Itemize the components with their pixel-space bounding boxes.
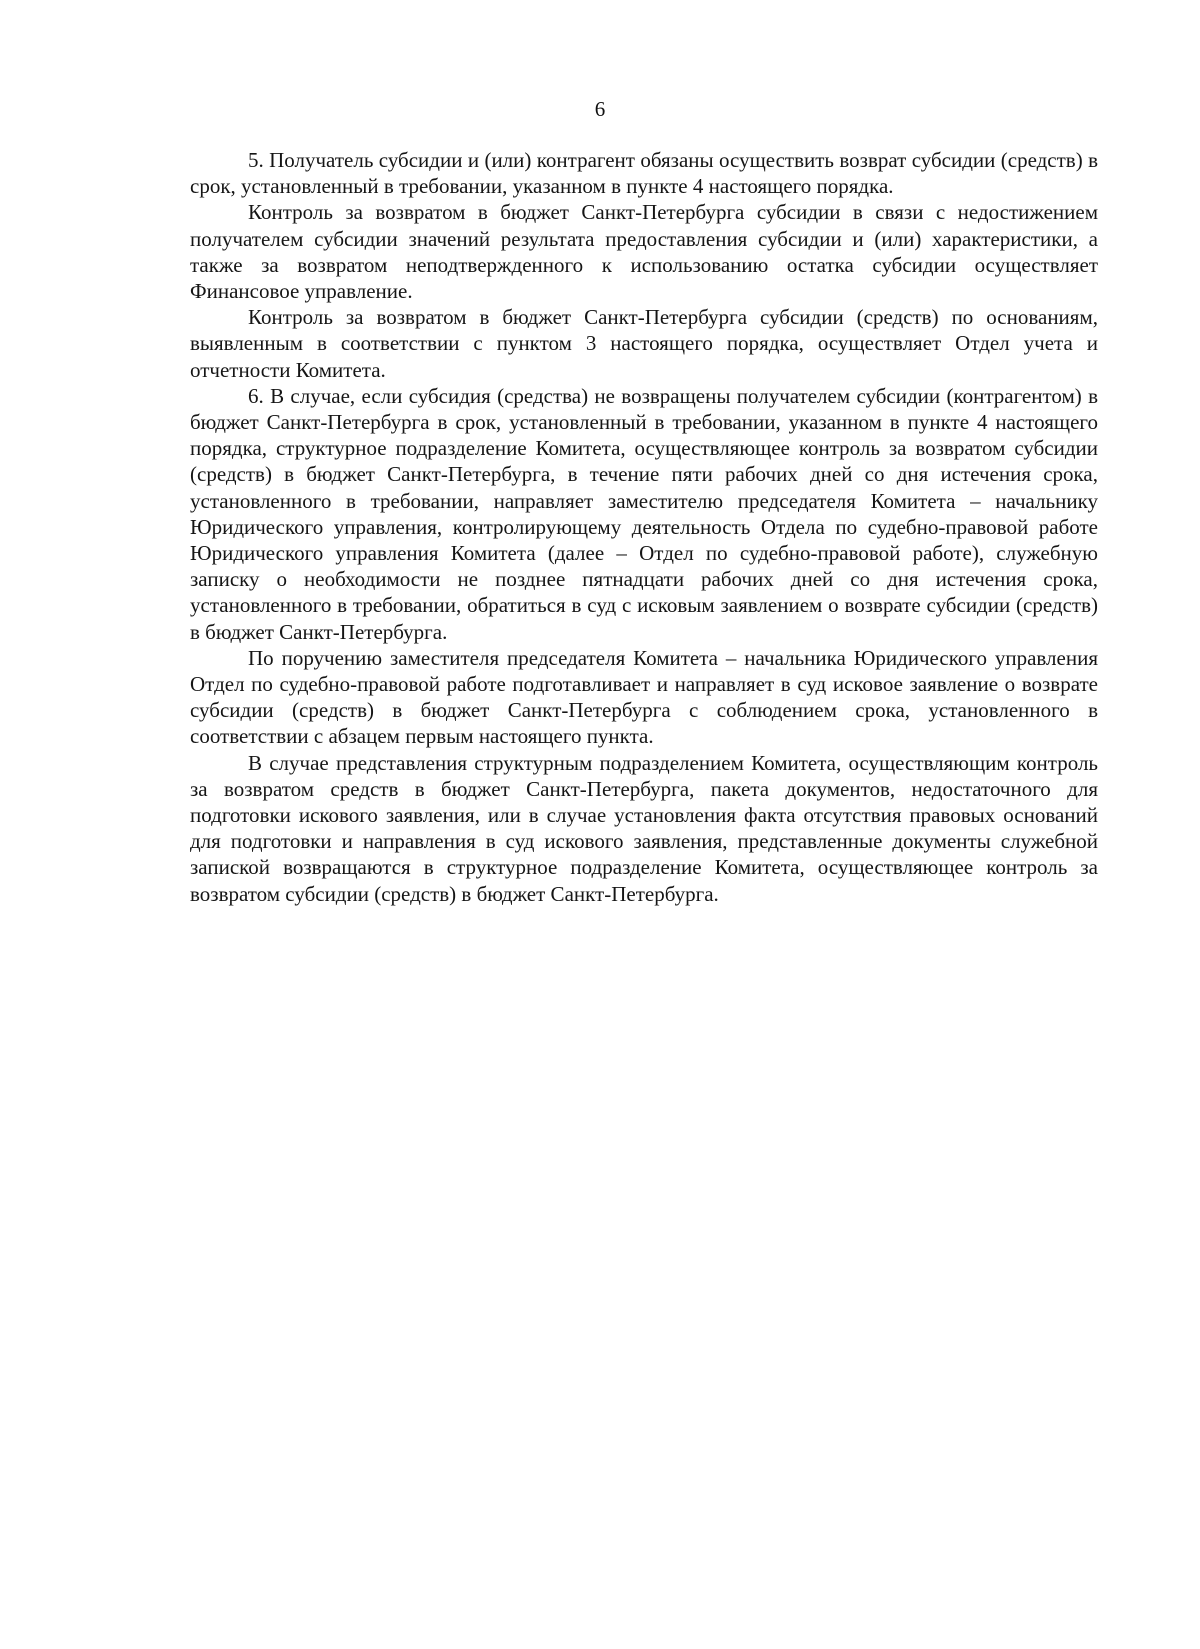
paragraph-legal-department: По поручению заместителя председателя Комитета – начальника Юридического управления Отдел по судебно-правовой работе подготавливает и направляет в суд исковое заявление о возврате субсидии (средств) в бюджет Санкт-Петербурга с соблюдением срока, установленного в соответствии с абзацем первым настоящего пункта. [190,645,1098,749]
paragraph-insufficient-documents: В случае представления структурным подразделением Комитета, осуществляющим контроль за возвратом средств в бюджет Санкт-Петербурга, пакета документов, недостаточного для подготовки искового заявления, или в случае установления факта отсутствия правовых оснований для подготовки и направления в суд искового заявления, представленные документы служебной запиской возвращаются в структурное подразделение Комитета, осуществляющее контроль за возвратом субсидии (средств) в бюджет Санкт-Петербурга. [190,750,1098,906]
paragraph-accounting-control: Контроль за возвратом в бюджет Санкт-Петербурга субсидии (средств) по основаниям, выявленным в соответствии с пунктом 3 настоящего порядка, осуществляет Отдел учета и отчетности Комитета. [190,305,1098,382]
paragraph-5-return-obligation: 5. Получатель субсидии и (или) контрагент обязаны осуществить возврат субсидии (средств) в срок, установленный в требовании, указанном в пункте 4 настоящего порядка. [190,148,1098,199]
paragraph-6-court-claim: 6. В случае, если субсидия (средства) не возвращены получателем субсидии (контрагентом) в бюджет Санкт-Петербурга в срок, установленный в требовании, указанном в пункте 4 настоящего порядка, структурное подразделение Комитета, осуществляющее контроль за возвратом субсидии (средств) в бюджет Санкт-Петербурга, в течение пяти рабочих дней со дня истечения срока, установленного в требовании, направляет заместителю председателя Комитета – начальнику Юридического управления, контролирующему деятельность Отдела по судебно-правовой работе Юридического управления Комитета (далее – Отдел по судебно-правовой работе), служебную записку о необходимости не позднее пятнадцати рабочих дней со дня истечения срока, установленного в требовании, обратиться в суд с исковым заявлением о возврате субсидии (средств) в бюджет Санкт-Петербурга. [190,383,1098,644]
paragraph-financial-control: Контроль за возвратом в бюджет Санкт-Петербурга субсидии в связи с недостижением получателем субсидии значений результата предоставления субсидии и (или) характеристики, а также за возвратом неподтвержденного к использованию остатка субсидии осуществляет Финансовое управление. [190,200,1098,304]
page-number: 6 [594,97,606,121]
document-body [190,147,1098,907]
